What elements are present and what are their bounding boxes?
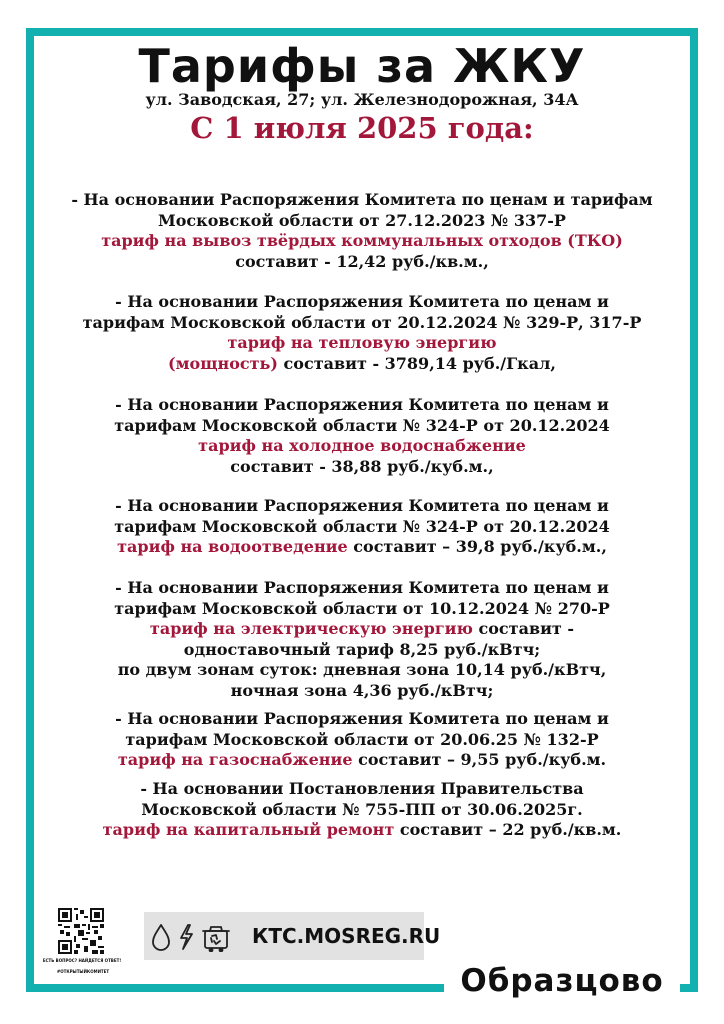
qr-code-icon[interactable] bbox=[58, 908, 104, 954]
qr-caption: ЕСТЬ ВОПРОС? НАЙДЕТСЯ ОТВЕТ! bbox=[42, 958, 122, 963]
tariff-basis-line: тарифам Московской области № 324-Р от 20.12.2024 bbox=[114, 415, 610, 435]
tariff-basis-line: - На основании Распоряжения Комитета по ценам и bbox=[115, 709, 609, 728]
qr-hashtag: #ОТКРЫТЫЙКОМИТЕТ bbox=[56, 969, 110, 974]
tariff-value-line bbox=[40, 537, 684, 558]
tariff-label: (мощность) bbox=[168, 353, 278, 373]
tariff-gas bbox=[40, 709, 684, 771]
tariff-label: тариф на тепловую энергию bbox=[227, 333, 497, 352]
tariff-basis-line: - На основании Распоряжения Комитета по ценам и bbox=[115, 496, 609, 515]
tariff-label: тариф на капитальный ремонт bbox=[102, 820, 395, 839]
tariff-basis-line: - На основании Распоряжения Комитета по ценам и bbox=[115, 292, 609, 311]
tariff-basis-line: тарифам Московской области от 10.12.2024 № 270-Р bbox=[114, 598, 610, 618]
tariff-night-zone: ночная зона 4,36 руб./кВтч; bbox=[230, 680, 494, 700]
tariff-value: составит – 9,55 руб./куб.м. bbox=[352, 750, 607, 769]
tariff-basis-line: - На основании Распоряжения Комитета по ценам и тарифам bbox=[71, 190, 653, 209]
tariff-label: тариф на холодное водоснабжение bbox=[198, 436, 526, 455]
tariff-value: составит – 22 руб./кв.м. bbox=[394, 820, 622, 839]
address-line: ул. Заводская, 27; ул. Железнодорожная, 34А bbox=[145, 90, 579, 109]
tariff-label: тариф на электрическую энергию bbox=[149, 619, 473, 638]
tariff-basis-line: Московской области от 27.12.2023 № 337-Р bbox=[158, 210, 566, 230]
tariff-label: тариф на газоснабжение bbox=[117, 750, 353, 769]
lightning-icon bbox=[181, 925, 192, 949]
tariff-value-line bbox=[40, 820, 684, 841]
tariff-day-zone: по двум зонам суток: дневная зона 10,14 руб./кВтч, bbox=[117, 660, 607, 679]
tariff-label: тариф на водоотведение bbox=[117, 537, 348, 556]
locality-name: Образцово bbox=[444, 960, 680, 1002]
tariff-value-line bbox=[40, 354, 684, 375]
page-title: Тарифы за ЖКУ bbox=[138, 39, 586, 93]
tariff-single-rate: одноставочный тариф 8,25 руб./кВтч; bbox=[183, 639, 541, 659]
tariff-sewage bbox=[40, 496, 684, 558]
ktc-badge[interactable] bbox=[144, 912, 441, 960]
tariff-basis-line: тарифам Московской области № 324-Р от 20.12.2024 bbox=[114, 516, 610, 536]
tariff-tko bbox=[40, 190, 684, 272]
water-drop-icon bbox=[153, 925, 169, 950]
utilities-icons bbox=[150, 922, 248, 952]
tariff-value: составит - bbox=[472, 619, 575, 638]
tariff-basis-line: - На основании Распоряжения Комитета по ценам и bbox=[115, 395, 609, 414]
tariff-cold-water bbox=[40, 395, 684, 477]
tariff-basis-line: Московской области № 755-ПП от 30.06.2025г. bbox=[141, 799, 583, 819]
trash-bin-icon bbox=[203, 927, 229, 952]
tariff-value-line bbox=[40, 750, 684, 771]
tariff-basis-line: - На основании Постановления Правительства bbox=[140, 779, 584, 798]
tariff-value-line bbox=[40, 619, 684, 640]
tariff-basis-line: - На основании Распоряжения Комитета по ценам и bbox=[115, 578, 609, 597]
tariff-electricity bbox=[40, 578, 684, 701]
effective-date: С 1 июля 2025 года: bbox=[190, 111, 534, 145]
tariff-value: составит - 12,42 руб./кв.м., bbox=[235, 251, 489, 271]
tariff-value: составит - 3789,14 руб./Гкал, bbox=[277, 353, 556, 373]
tariff-basis-line: тарифам Московской области от 20.12.2024 № 329-Р, 317-Р bbox=[82, 312, 642, 332]
tariff-value: составит – 39,8 руб./куб.м., bbox=[347, 537, 607, 556]
tariff-basis-line: тарифам Московской области от 20.06.25 № 132-Р bbox=[125, 729, 599, 749]
tariff-value: составит - 38,88 руб./куб.м., bbox=[230, 456, 494, 476]
tariff-label: тариф на вывоз твёрдых коммунальных отходов (ТКО) bbox=[101, 231, 623, 250]
website-label: КТС.MOSREG.RU bbox=[252, 924, 441, 948]
tariff-capital-repair bbox=[40, 779, 684, 841]
tariff-heat bbox=[40, 292, 684, 374]
